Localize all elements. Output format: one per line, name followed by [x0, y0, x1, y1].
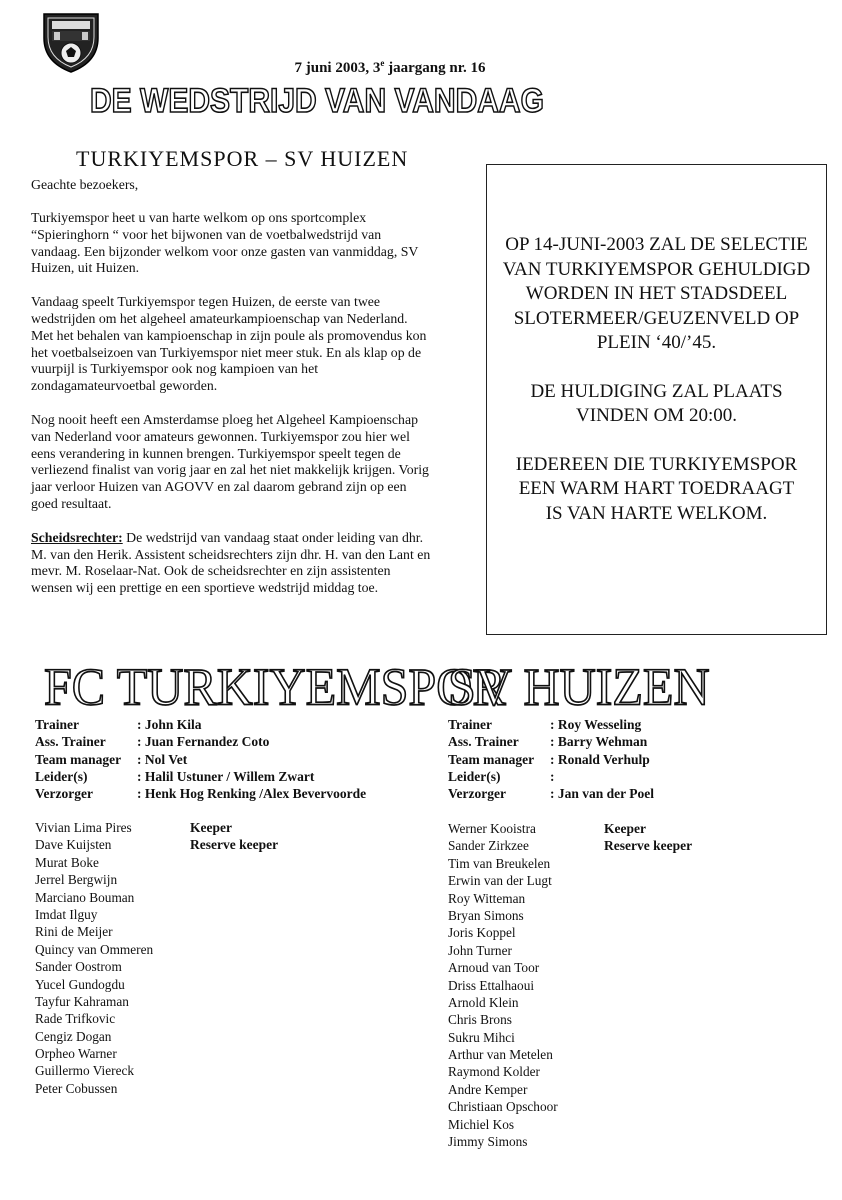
player-name: Arnold Klein: [448, 994, 519, 1010]
player-name: Murat Boke: [35, 854, 99, 870]
player-name: Arthur van Metelen: [448, 1047, 553, 1063]
position-label: Reserve keeper: [604, 838, 693, 854]
player-name: Guillermo Viereck: [35, 1063, 135, 1079]
announcement-box: [486, 164, 827, 635]
player-name: Sukru Mihci: [448, 1029, 515, 1045]
staff-role: Team manager: [448, 751, 535, 767]
player-name: Tayfur Kahraman: [35, 993, 129, 1009]
player-name: John Turner: [448, 942, 512, 958]
player-name: Chris Brons: [448, 1012, 512, 1028]
player-name: Raymond Kolder: [448, 1064, 540, 1080]
team1-title: FC TURKIYEMSPOR: [44, 657, 506, 716]
staff-role: Trainer: [35, 717, 79, 732]
player-name: Peter Cobussen: [35, 1080, 118, 1096]
player-name: Jerrel Bergwijn: [35, 872, 118, 888]
player-name: Orpheo Warner: [35, 1046, 117, 1062]
player-name: Roy Witteman: [448, 890, 526, 906]
referee-paragraph: [31, 530, 431, 597]
staff-row: [448, 751, 654, 768]
player-name: Imdat Ilguy: [35, 906, 98, 922]
team2-positions: [604, 820, 692, 855]
staff-value: : Juan Fernandez Coto: [137, 734, 270, 750]
player-name: Cengiz Dogan: [35, 1028, 112, 1044]
player-name: Sander Zirkzee: [448, 838, 529, 854]
staff-role: Verzorger: [35, 786, 93, 802]
staff-value: : Jan van der Poel: [550, 786, 654, 802]
player-name: Rini de Meijer: [35, 924, 113, 940]
position-label: Keeper: [190, 820, 232, 835]
player-name: Joris Koppel: [448, 925, 516, 941]
staff-value: : Ronald Verhulp: [550, 751, 650, 767]
staff-row: [35, 768, 366, 785]
position-label: Reserve keeper: [190, 837, 279, 853]
announcement-paragraph-2: DE HULDIGING ZAL PLAATS VINDEN OM 20:00.: [530, 380, 783, 426]
issue-date-line: [240, 58, 540, 77]
referee-label: Scheidsrechter:: [31, 529, 123, 545]
referee-text: De wedstrijd van vandaag staat onder leiding van dhr. M. van den Herik. Assistent scheidsrechters zijn dhr. H. van den Lant en mevr. M. Roselaar-Nat. Ook de scheidsrechter en zijn assistenten wensen wij een prettige en een sportieve wedstrijd middag toe.: [31, 529, 431, 596]
team2-players: [448, 820, 558, 1150]
staff-value: : Henk Hog Renking /Alex Bevervoorde: [137, 786, 367, 802]
team1-players: [35, 819, 153, 1097]
staff-role: Leider(s): [35, 768, 88, 784]
player-name: Michiel Kos: [448, 1116, 515, 1132]
team2-staff: [448, 716, 654, 802]
staff-row: [35, 751, 366, 768]
issue-volume: jaargang nr. 16: [384, 60, 486, 76]
player-name: Jimmy Simons: [448, 1134, 528, 1150]
staff-role: Verzorger: [448, 786, 506, 802]
player-name: Christiaan Opschoor: [448, 1099, 558, 1115]
welcome-paragraph-1: Turkiyemspor heet u van harte welkom op ons sportcomplex “Spieringhorn “ voor het bijwonen van de voetbalwedstrijd van vandaag. Een bijzonder welkom voor onze gasten van vanmiddag, SV Huizen, uit Huizen.: [31, 210, 419, 276]
player-name: Arnoud van Toor: [448, 960, 540, 976]
staff-row: [35, 733, 366, 750]
welcome-paragraph-2: Vandaag speelt Turkiyemspor tegen Huizen, de eerste van twee wedstrijden om het algeheel amateurkampioenschap van Nederland. Met het behalen van kampioenschap in zijn poule als promovendus kon het voetbalseizoen van Turkiyemspor niet meer stuk. En als klap op de vuurpijl is Turkiyemspor ook nog kampioen van het zondagamateurvoetbal geworden.: [31, 294, 427, 394]
club-crest-logo: [40, 10, 102, 74]
player-name: Erwin van der Lugt: [448, 873, 552, 889]
staff-value: : Nol Vet: [137, 751, 188, 767]
announcement-text: [487, 233, 826, 550]
announcement-paragraph-3: IEDEREEN DIE TURKIYEMSPOR EEN WARM HART TOEDRAAGT IS VAN HARTE WELKOM.: [515, 453, 798, 524]
staff-row: [448, 733, 654, 750]
welcome-paragraph-3: Nog nooit heeft een Amsterdamse ploeg het Algeheel Kampioenschap van Nederland voor amateurs gewonnen. Turkiyemspor zou hier wel eens verandering in kunnen brengen. Turkiyemspor speelt tegen de verliezend finalist van vorig jaar en zal het niet makkelijk krijgen. Vorig jaar verloor Huizen van AGOVV en zal daarom gebrand zijn op een goed resultaat.: [31, 411, 429, 511]
staff-role: Ass. Trainer: [35, 734, 106, 750]
staff-row: [35, 785, 366, 802]
staff-role: Ass. Trainer: [448, 734, 519, 750]
issue-ordinal: e: [380, 58, 385, 68]
staff-row: [448, 768, 654, 785]
staff-value: : Roy Wesseling: [550, 717, 642, 732]
player-name: Marciano Bouman: [35, 889, 135, 905]
player-name: Vivian Lima Pires: [35, 820, 132, 835]
announcement-paragraph-1: OP 14-JUNI-2003 ZAL DE SELECTIE VAN TURKIYEMSPOR GEHULDIGD WORDEN IN HET STADSDEEL SLOTERMEER/GEUZENVELD OP PLEIN ‘40/’45.: [502, 234, 811, 353]
staff-row: [35, 716, 366, 733]
team1-staff: [35, 716, 366, 802]
team2-title: SV HUIZEN: [448, 657, 710, 716]
player-name: Dave Kuijsten: [35, 837, 112, 853]
player-name: Werner Kooistra: [448, 821, 536, 836]
issue-date: 7 juni 2003, 3: [294, 60, 381, 76]
position-label: Keeper: [604, 821, 646, 836]
staff-value: : John Kila: [137, 717, 202, 732]
player-name: Bryan Simons: [448, 907, 524, 923]
player-name: Driss Ettalhaoui: [448, 977, 535, 993]
staff-role: Trainer: [448, 717, 492, 732]
staff-value: : Barry Wehman: [550, 734, 648, 750]
team1-positions: [190, 819, 278, 854]
staff-row: [448, 716, 654, 733]
welcome-body: [31, 210, 431, 614]
player-name: Andre Kemper: [448, 1081, 528, 1097]
player-name: Quincy van Ommeren: [35, 941, 154, 957]
staff-row: [448, 785, 654, 802]
staff-value: :: [550, 768, 555, 784]
player-name: Tim van Breukelen: [448, 855, 551, 871]
staff-value: : Halil Ustuner / Willem Zwart: [137, 768, 315, 784]
match-title: TURKIYEMSPOR – SV HUIZEN: [76, 146, 409, 171]
player-name: Rade Trifkovic: [35, 1011, 116, 1027]
player-name: Yucel Gundogdu: [35, 976, 125, 992]
staff-role: Team manager: [35, 751, 122, 767]
welcome-greeting: [31, 177, 431, 211]
newsletter-title: DE WEDSTRIJD VAN VANDAAG: [90, 82, 544, 120]
greeting-text: Geachte bezoekers,: [31, 177, 139, 192]
staff-role: Leider(s): [448, 768, 501, 784]
player-name: Sander Oostrom: [35, 959, 122, 975]
